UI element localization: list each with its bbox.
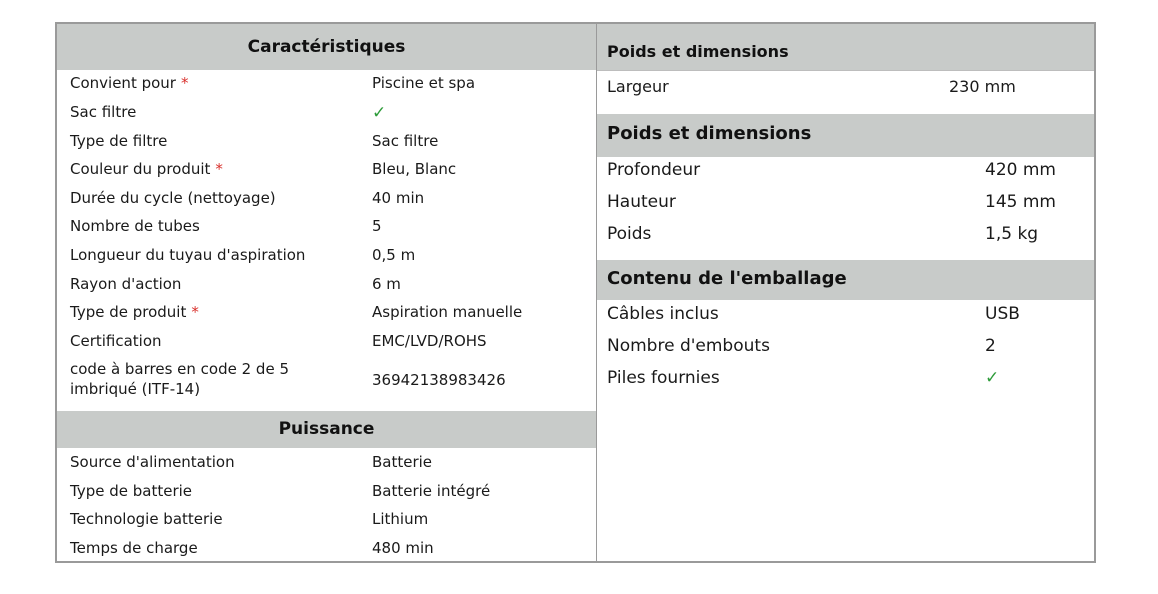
spec-label: Piles fournies <box>607 368 720 388</box>
spec-label: Largeur <box>607 77 669 96</box>
section-header-poids-dimensions-2: Poids et dimensions <box>597 114 1094 157</box>
spec-row <box>57 360 596 404</box>
spec-label: Convient pour <box>70 74 176 92</box>
spec-value: EMC/LVD/ROHS <box>372 332 487 350</box>
spec-value: Batterie <box>372 453 433 471</box>
spec-label: code à barres en code 2 de 5 <box>70 360 289 378</box>
spec-value: 145 mm <box>985 192 1056 212</box>
section-header-caracteristiques: Caractéristiques <box>57 24 596 70</box>
spec-label: Durée du cycle (nettoyage) <box>70 189 276 207</box>
spec-value: 230 mm <box>949 77 1016 96</box>
spec-label: Rayon d'action <box>70 275 182 293</box>
section-header-contenu-emballage: Contenu de l'emballage <box>597 260 1094 300</box>
spec-label: Couleur du produit <box>70 160 211 178</box>
spec-value: 2 <box>985 336 996 356</box>
required-asterisk: * <box>215 160 223 178</box>
spec-value: 0,5 m <box>372 246 416 264</box>
spec-value: Batterie intégré <box>372 482 491 500</box>
spec-label: imbriqué (ITF-14) <box>70 380 201 398</box>
spec-value: Bleu, Blanc <box>372 160 457 178</box>
spec-label: Certification <box>70 332 162 350</box>
divider-line <box>597 70 1094 71</box>
spec-label: Source d'alimentation <box>70 453 235 471</box>
spec-value: Sac filtre <box>372 132 439 150</box>
spec-value: 40 min <box>372 189 425 207</box>
spec-label: Poids <box>607 224 652 244</box>
check-icon: ✓ <box>372 103 387 123</box>
spec-value: 480 min <box>372 539 434 557</box>
spec-label: Technologie batterie <box>70 510 223 528</box>
spec-label: Temps de charge <box>70 539 198 557</box>
required-asterisk: * <box>180 74 189 92</box>
spec-label: Type de produit <box>70 303 187 321</box>
check-icon: ✓ <box>985 368 1000 388</box>
spec-label: Nombre d'embouts <box>607 336 770 356</box>
spec-value: Lithium <box>372 510 429 528</box>
spec-label: Hauteur <box>607 192 676 212</box>
spec-value: 36942138983426 <box>372 371 506 389</box>
spec-label: Nombre de tubes <box>70 217 200 235</box>
section-header-puissance: Puissance <box>57 411 596 448</box>
spec-sheet <box>55 22 1096 563</box>
spec-value: 1,5 kg <box>985 224 1039 244</box>
spec-label: Type de filtre <box>70 132 168 150</box>
spec-label: Type de batterie <box>70 482 193 500</box>
spec-label: Profondeur <box>607 160 701 180</box>
spec-label: Sac filtre <box>70 103 137 121</box>
spec-value: Piscine et spa <box>372 74 476 92</box>
spec-value: 6 m <box>372 275 401 293</box>
spec-value: 420 mm <box>985 160 1056 180</box>
section-header-poids-dimensions: Poids et dimensions <box>597 24 1094 70</box>
spec-value: Aspiration manuelle <box>372 303 523 321</box>
spec-label: Longueur du tuyau d'aspiration <box>70 246 306 264</box>
spec-label: Câbles inclus <box>607 304 719 324</box>
required-asterisk: * <box>191 303 199 321</box>
spec-value: USB <box>985 304 1020 324</box>
spec-value: 5 <box>372 217 382 235</box>
